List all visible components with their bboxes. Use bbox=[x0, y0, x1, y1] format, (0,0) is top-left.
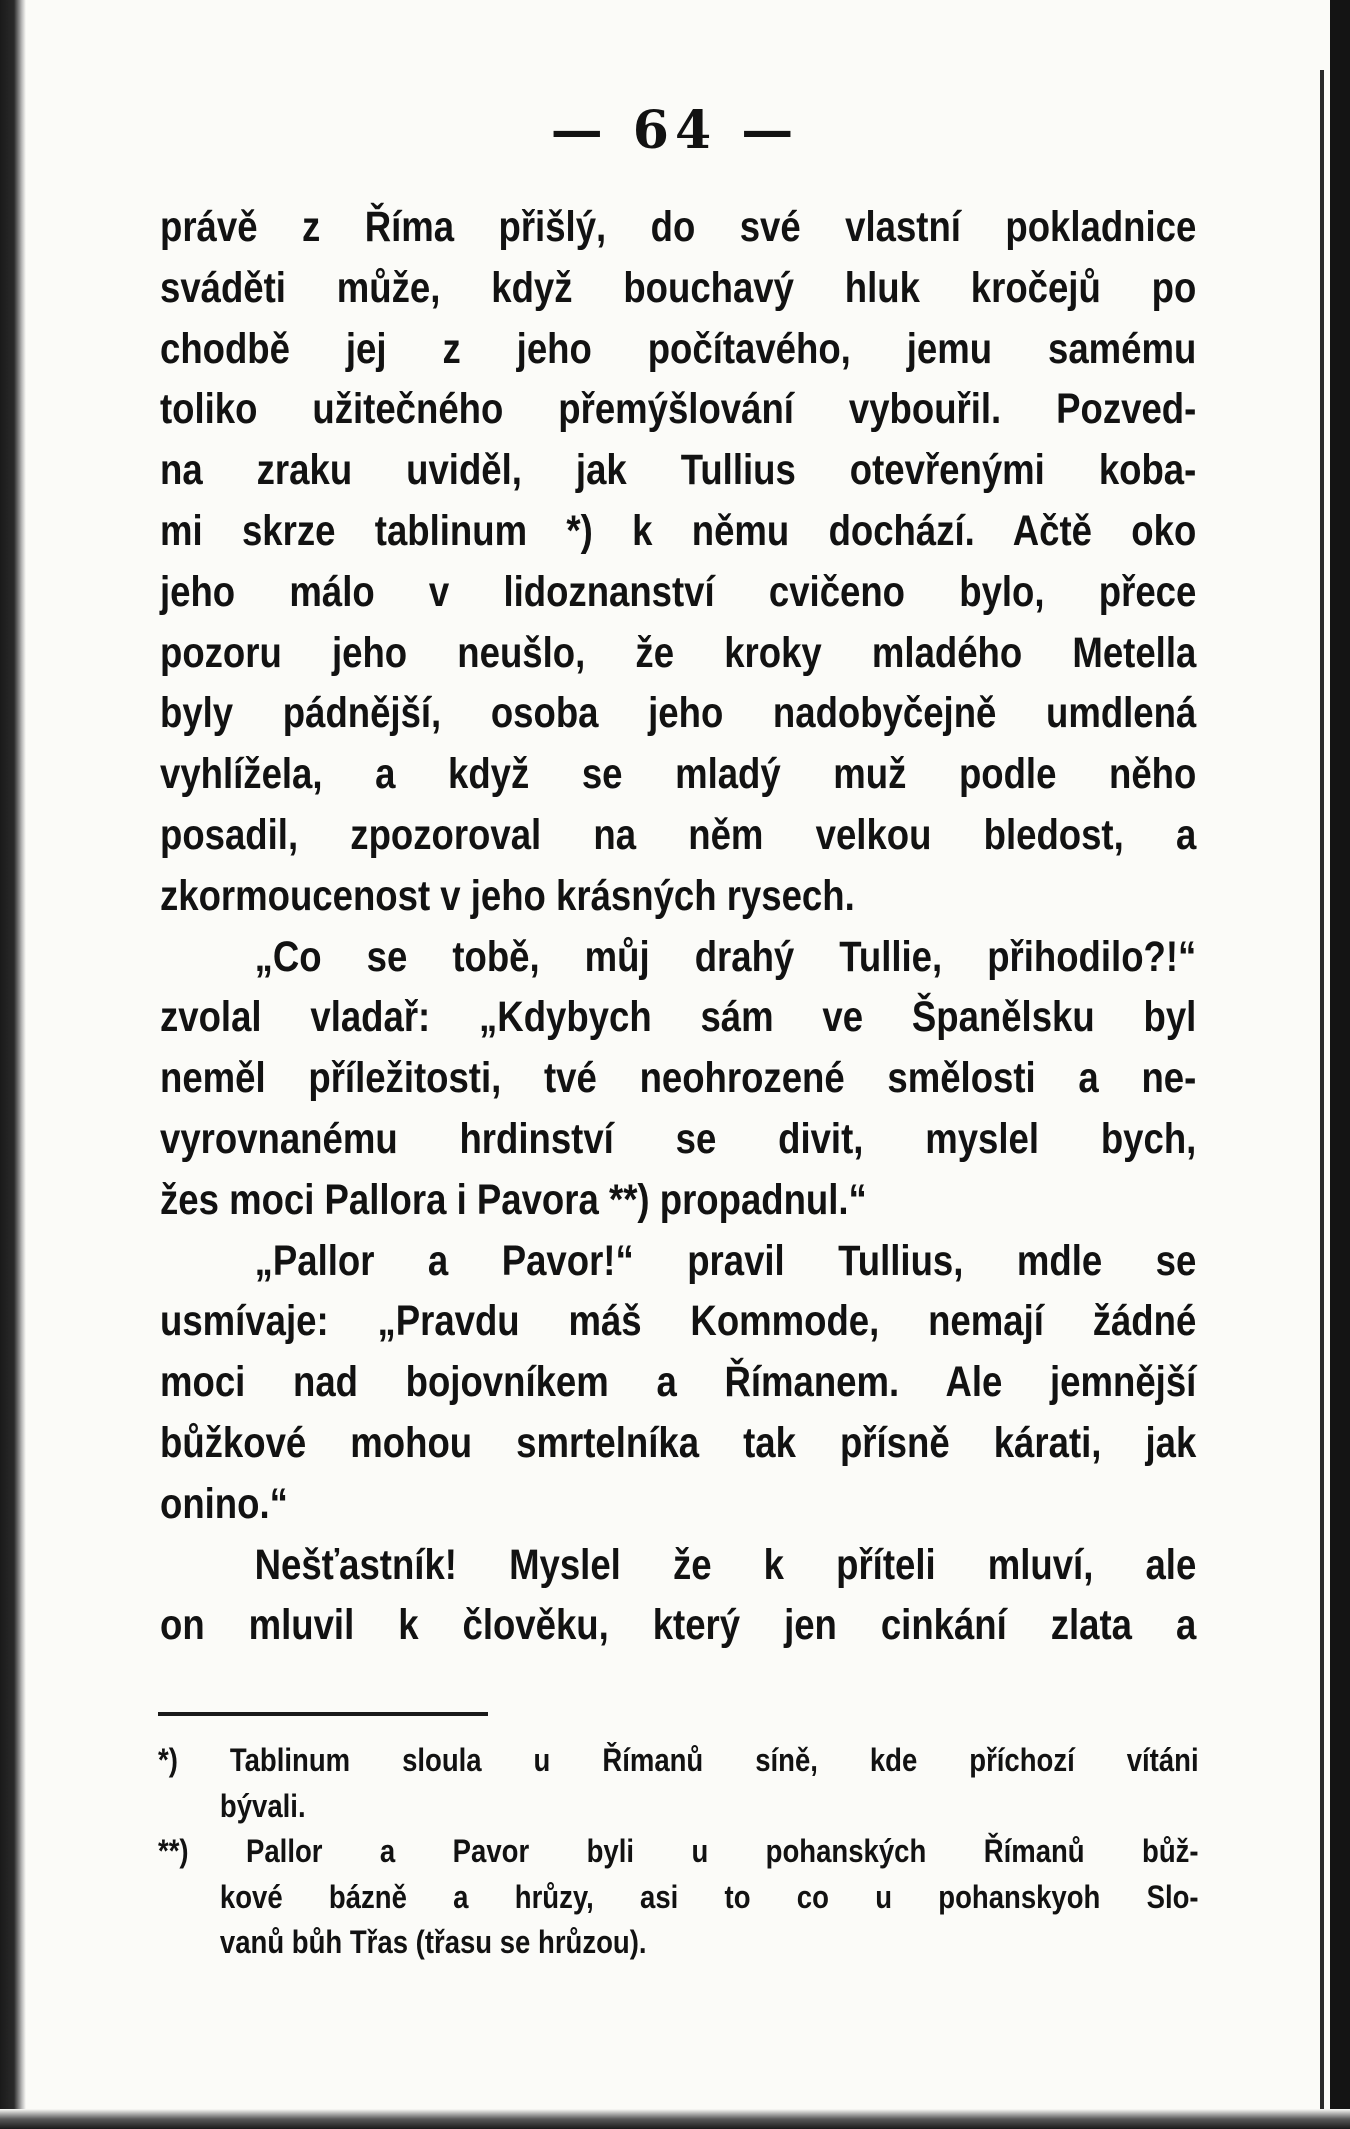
text-line: Nešťastník! Myslel že k příteli mluví, ale bbox=[254, 1541, 1197, 1589]
text-line: chodbě jej z jeho počítavého, jemu samému bbox=[160, 325, 1197, 373]
text-line: neměl příležitosti, tvé neohrozené smělosti a ne- bbox=[160, 1055, 1197, 1103]
text-line: toliko užitečného přemýšlování vybouřil. Pozved- bbox=[160, 386, 1197, 434]
text-line: sváděti může, když bouchavý hluk kročejů po bbox=[160, 264, 1197, 312]
text-line: „Co se tobě, můj drahý Tullie, přihodilo?!“ bbox=[254, 933, 1197, 981]
text-line: usmívaje: „Pravdu máš Kommode, nemají žádné bbox=[160, 1298, 1197, 1346]
footnotes bbox=[158, 1738, 1199, 1966]
text-line: moci nad bojovníkem a Římanem. Ale jemnější bbox=[160, 1359, 1197, 1407]
text-line: „Pallor a Pavor!“ pravil Tullius, mdle se bbox=[254, 1237, 1197, 1285]
text-line: on mluvil k člověku, který jen cinkání zlata a bbox=[160, 1602, 1197, 1650]
body-text bbox=[160, 198, 1197, 1657]
page-right-border-line bbox=[1320, 70, 1324, 2129]
text-line: zvolal vladař: „Kdybych sám ve Španělsku byl bbox=[160, 994, 1197, 1042]
text-line: žes moci Pallora i Pavora **) propadnul.“ bbox=[160, 1176, 867, 1224]
page-bottom-edge-shadow bbox=[0, 2109, 1350, 2129]
text-line: zkormoucenost v jeho krásných rysech. bbox=[160, 872, 855, 920]
text-line: onino.“ bbox=[160, 1480, 288, 1528]
text-line: vyhlížela, a když se mladý muž podle něho bbox=[160, 751, 1197, 799]
footnote-line: *) Tablinum sloula u Římanů síně, kde příchozí vítáni bbox=[158, 1742, 1199, 1778]
footnote-line: kové bázně a hrůzy, asi to co u pohanskyoh Slo- bbox=[219, 1878, 1199, 1915]
text-line: bůžkové mohou smrtelníka tak přísně kárati, jak bbox=[160, 1419, 1197, 1467]
page-right-edge-shadow bbox=[1330, 0, 1350, 2129]
text-line: jeho málo v lidoznanství cvičeno bylo, přece bbox=[160, 568, 1197, 616]
footnote-line: **) Pallor a Pavor byli u pohanských Římanů bůž- bbox=[158, 1833, 1199, 1869]
text-line: posadil, zpozoroval na něm velkou bledost, a bbox=[160, 811, 1197, 859]
footnote-line: bývali. bbox=[219, 1787, 306, 1824]
text-line: vyrovnanému hrdinství se divit, myslel bych, bbox=[160, 1115, 1197, 1163]
footnote-separator bbox=[158, 1712, 488, 1716]
text-line: pozoru jeho neušlo, že kroky mladého Metella bbox=[160, 629, 1197, 677]
text-line: mi skrze tablinum *) k němu dochází. Ačtě oko bbox=[160, 507, 1197, 555]
text-line: byly pádnější, osoba jeho nadobyčejně umdlená bbox=[160, 690, 1197, 738]
text-line: na zraku uviděl, jak Tullius otevřenými koba- bbox=[160, 447, 1197, 495]
text-line: právě z Říma přišlý, do své vlastní pokladnice bbox=[160, 204, 1197, 251]
page-number: — 64 — bbox=[550, 100, 800, 161]
page-left-edge-shadow bbox=[0, 0, 26, 2129]
footnote-line: vanů bůh Třas (třasu se hrůzou). bbox=[219, 1924, 647, 1960]
